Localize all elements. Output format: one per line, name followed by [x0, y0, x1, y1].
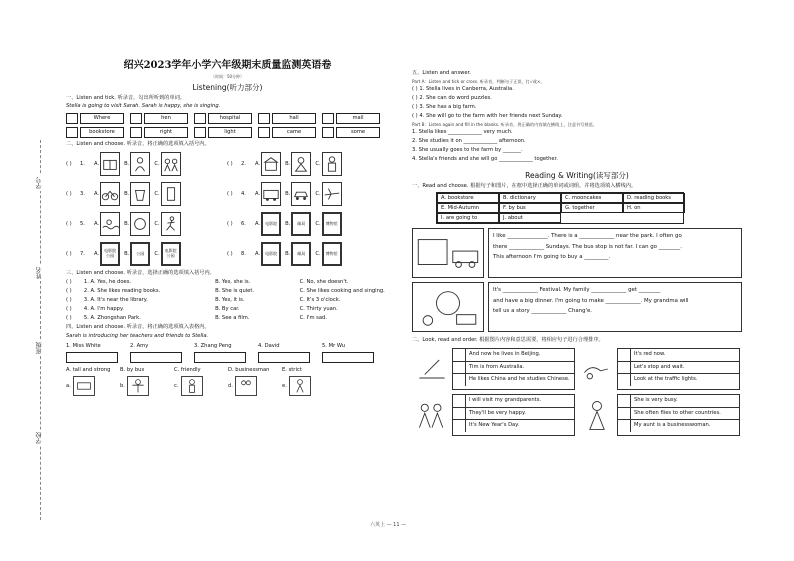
adjective-option: A. tall and strong: [66, 366, 111, 373]
picture-question: [227, 152, 388, 176]
listening-q1: [66, 95, 389, 138]
bank-word: G. together: [561, 203, 623, 213]
page-footer: 六英上 — 11 —: [370, 522, 407, 528]
mid-autumn-image: [412, 282, 484, 332]
option-letter: A.: [94, 220, 100, 227]
order-box[interactable]: [453, 349, 466, 361]
q1-sentence: Stella is going to visit Sarah. Sarah is happy, she is singing.: [66, 103, 221, 110]
listening-q5: [412, 70, 742, 163]
exam-time: （时间：50分钟）: [210, 73, 245, 79]
order-group: [412, 394, 575, 436]
option-c: C. It's 3 o'clock.: [299, 297, 341, 304]
order-box[interactable]: [453, 408, 466, 420]
order-box[interactable]: [618, 374, 631, 386]
passage-2: [412, 282, 742, 332]
rw-q2-instruction: 二、Look, read and order. 根据图片内容和意思需要，将相应句子进行合理排序。: [412, 337, 604, 344]
right-page: [412, 68, 742, 436]
bank-word: A. bookstore: [437, 193, 499, 203]
strong-man-image: [127, 376, 149, 396]
bank-word: C. mooncakes: [561, 193, 623, 203]
fill-item[interactable]: 3. She usually goes to the farm by _______.: [412, 147, 523, 154]
tick-box[interactable]: [194, 127, 206, 138]
person-cell: 2. Amy: [130, 343, 194, 363]
building-image: [261, 152, 281, 176]
picture-row: [66, 209, 389, 238]
school-label: 学校: [36, 432, 43, 444]
question-number: 1.: [80, 160, 85, 167]
tick-box[interactable]: [322, 113, 334, 124]
mc-row: [66, 297, 389, 304]
answer-box[interactable]: [194, 352, 246, 363]
question-number: 2.: [241, 160, 246, 167]
fill-item[interactable]: 1. Stella likes _____________ very much.: [412, 129, 513, 136]
option-letter: A.: [255, 160, 261, 167]
word-row-1: [66, 113, 389, 124]
option-c: C. She likes cooking and singing.: [299, 288, 385, 295]
class-label: 班级: [36, 342, 43, 354]
mc-row: [66, 279, 389, 286]
q2-instruction: 二、Listen and choose. 听录音，将正确的选项填入括号内。: [66, 140, 210, 147]
option-letter: B.: [285, 220, 291, 227]
question-number: 8.: [241, 250, 246, 257]
answer-box[interactable]: [258, 352, 310, 363]
tf-item[interactable]: ( ) 2. She can do word puzzles.: [412, 95, 492, 102]
order-group: [412, 348, 575, 390]
listening-q2: [66, 141, 389, 269]
order-table: It's red now. Let's stop and wait. Look at the traffic lights.: [617, 348, 740, 390]
person-cell: 1. Miss White: [66, 343, 130, 363]
word-option: bookstore: [80, 127, 124, 138]
bank-word: I. are going to: [437, 213, 499, 223]
answer-paren[interactable]: ( ): [66, 315, 72, 322]
runner-image: [161, 212, 181, 236]
word-option: some: [336, 127, 380, 138]
q1-instruction: 一、Listen and tick. 听录音，勾出所听到的单词。: [66, 94, 186, 101]
bike-image: [100, 182, 120, 206]
option-letter: C.: [315, 190, 321, 197]
answer-paren[interactable]: ( ): [66, 220, 72, 227]
answer-paren[interactable]: ( ): [227, 160, 233, 167]
businessman-image: [181, 376, 203, 396]
tick-box[interactable]: [130, 127, 142, 138]
picture-question: [66, 242, 227, 266]
order-box[interactable]: [453, 395, 466, 407]
option-a: 5. A. Zhongshan Park.: [83, 315, 141, 322]
word-row-2: [66, 127, 389, 138]
exam-title: 绍兴2023学年小学六年级期末质量监测英语卷: [123, 60, 332, 71]
word-option: mall: [336, 113, 380, 124]
rw-q2: [412, 337, 742, 436]
order-box[interactable]: [618, 420, 631, 432]
tick-box[interactable]: [130, 113, 142, 124]
word-option: right: [144, 127, 188, 138]
picture-question: [227, 182, 388, 206]
option-letter: B.: [285, 190, 291, 197]
cinema-park-sign: 电影院 公园: [100, 242, 120, 266]
bus-image: [261, 182, 281, 206]
student-id-label: 学号: [36, 177, 43, 189]
picture-question: [227, 242, 388, 266]
tick-box[interactable]: [258, 127, 270, 138]
adjective-option: D. businessman: [228, 366, 270, 373]
traffic-image: [577, 348, 617, 390]
word-option: hall: [272, 113, 316, 124]
order-group: [577, 394, 740, 436]
passage-line[interactable]: there _____________ Sundays. The bus stop is not far. I can go ________.: [493, 243, 682, 250]
fill-item[interactable]: 2. She studies it on _____________ afternoon.: [412, 138, 526, 145]
adjective-row: [66, 367, 389, 374]
picture-row: [66, 179, 389, 208]
answer-box[interactable]: [130, 352, 182, 363]
phone-image: [161, 182, 181, 206]
tick-box[interactable]: [66, 113, 78, 124]
option-a: 1. A. Yes, he does.: [83, 279, 132, 286]
plane-image: [322, 182, 342, 206]
question-number: 4.: [241, 190, 246, 197]
option-letter: C.: [154, 250, 160, 257]
order-box[interactable]: [453, 362, 466, 374]
cinema-sign: 电影院: [261, 212, 281, 236]
bank-word: E. Mid-Autumn: [437, 203, 499, 213]
q3-instruction: 三、Listen and choose. 听录音，选择正确的选项填入括号内。: [66, 270, 215, 277]
man-image: [322, 152, 342, 176]
cinema-sign: 电影院: [261, 242, 281, 266]
question-number: 7.: [80, 250, 85, 257]
picture-question: [66, 152, 227, 176]
option-letter: C.: [315, 250, 321, 257]
order-table: And now he lives in Beijing. Tim is from Australia. He likes China and he studies Chinese.: [452, 348, 575, 390]
bank-word: B. dictionary: [499, 193, 561, 203]
order-box[interactable]: [618, 362, 631, 374]
person-cell: 5. Mr Wu: [322, 343, 386, 363]
people-row: [66, 343, 389, 363]
name-label: 姓名: [36, 267, 43, 279]
picture-options-row: a. b. c. d. e.: [66, 376, 389, 396]
order-table: She is very busy. She often flies to other countries. My aunt is a businesswoman.: [617, 394, 740, 436]
listening-header: Listening(听力部分): [192, 82, 263, 92]
option-letter: C.: [154, 220, 160, 227]
picture-question: [227, 212, 388, 236]
option-c: C. I'm sad.: [299, 315, 327, 322]
taxi-image: [291, 182, 311, 206]
bank-word: J. about: [499, 213, 561, 223]
answer-box[interactable]: [322, 352, 374, 363]
cup-image: [130, 182, 150, 206]
bank-word: D. reading books: [623, 193, 685, 203]
q4-instruction: 四、Listen and choose. 听录音，将正确的选项填入表格内。: [66, 324, 210, 331]
q4-sentence: Sarah is introducing her teachers and friends to Stella.: [66, 332, 209, 339]
museum-sign: 博物馆: [322, 242, 342, 266]
question-number: 5.: [80, 220, 85, 227]
option-letter: B.: [124, 190, 130, 197]
order-box[interactable]: [453, 374, 466, 386]
bus-image: [73, 376, 95, 396]
ball-image: [130, 212, 150, 236]
girl-image: [291, 152, 311, 176]
q5-instruction: 五、Listen and answer.: [412, 70, 471, 76]
post-office-sign: 邮局: [291, 242, 311, 266]
picture-row: [66, 149, 389, 178]
picture-row: [66, 239, 389, 268]
tick-box[interactable]: [194, 113, 206, 124]
cut-line: [40, 140, 41, 520]
museum-sign: 博物馆: [322, 212, 342, 236]
listening-q3: [66, 270, 389, 322]
person-cell: 4. David: [258, 343, 322, 363]
answer-paren[interactable]: ( ): [66, 279, 72, 286]
passage-line[interactable]: and have a big dinner. I'm going to make _____________. My grandma will: [493, 297, 689, 304]
swim-image: [100, 212, 120, 236]
answer-paren[interactable]: ( ): [227, 220, 233, 227]
option-letter: C.: [154, 190, 160, 197]
option-b: B. Yes, it is.: [215, 297, 245, 304]
passage-2-text: [488, 282, 742, 332]
passage-1-text: [488, 228, 742, 278]
option-letter: B.: [285, 250, 291, 257]
passage-line[interactable]: tell us a story _____________ Chang'e.: [493, 307, 593, 314]
rw-q1-instruction: 一、Read and choose. 根据句子和图片，在框中选择正确的单词或词组，并将选项填入横线内。: [412, 182, 637, 189]
option-letter: B.: [285, 160, 291, 167]
picture-question: [66, 182, 227, 206]
word-bank: [436, 192, 684, 224]
word-option: hospital: [208, 113, 252, 124]
picture-question: [66, 212, 227, 236]
post-office-sign: 邮局: [291, 212, 311, 236]
answer-paren[interactable]: ( ): [66, 297, 72, 304]
option-letter: A.: [255, 250, 261, 257]
order-box[interactable]: [453, 420, 466, 432]
passage-1: [412, 228, 742, 278]
left-page: [66, 60, 389, 396]
tf-item[interactable]: ( ) 1. Stella lives in Canberra, Australia.: [412, 86, 514, 93]
answer-paren[interactable]: ( ): [66, 306, 72, 313]
mc-row: [66, 315, 389, 322]
fill-item[interactable]: 4. Stella's friends and she will go _____________ together.: [412, 156, 558, 163]
bank-word: H. on: [623, 203, 685, 213]
binding-margin: [0, 0, 62, 561]
order-group: [577, 348, 740, 390]
option-b: B. By car.: [215, 306, 240, 313]
option-b: B. See a film.: [215, 315, 250, 322]
order-box[interactable]: [618, 395, 631, 407]
tf-item[interactable]: ( ) 3. She has a big farm.: [412, 103, 477, 110]
part-a-note: Part A：Listen and tick or cross. 听录音，判断句子正误，打√或×。: [412, 78, 545, 84]
passage-line[interactable]: This afternoon I'm going to buy a _________.: [493, 253, 611, 260]
option-letter: A.: [94, 160, 100, 167]
option-letter: C.: [315, 160, 321, 167]
tick-box[interactable]: [258, 113, 270, 124]
word-option: light: [208, 127, 252, 138]
option-letter: A.: [94, 250, 100, 257]
passage-line[interactable]: I like _______________. There is a _____________ near the park. I often go: [493, 233, 682, 240]
adjective-option: B. by bus: [120, 366, 145, 373]
order-row-2: [412, 394, 742, 436]
cinema-park-sign: 电影院 公园: [161, 242, 181, 266]
option-letter: B.: [124, 160, 130, 167]
option-letter: A.: [255, 220, 261, 227]
businesswoman-image: [577, 394, 617, 436]
passage-line[interactable]: It's _____________ Festival. My family _____________ get ________: [493, 287, 661, 294]
order-row-1: [412, 348, 742, 390]
tf-item[interactable]: ( ) 4. She will go to the farm with her friends next Sunday.: [412, 112, 563, 119]
question-number: 6.: [241, 220, 246, 227]
friendly-image: [235, 376, 257, 396]
answer-paren[interactable]: ( ): [66, 190, 72, 197]
part-b-note: Part B：Listen again and fill in the blanks. 听录音，将正确的内容填在横线上，注意书写规范。: [412, 121, 597, 127]
mc-row: [66, 288, 389, 295]
answer-box[interactable]: [66, 352, 118, 363]
adjective-option: E. strict: [282, 366, 302, 373]
option-letter: C.: [315, 220, 321, 227]
bank-word: F. by bus: [499, 203, 561, 213]
mc-row: [66, 306, 389, 313]
answer-paren[interactable]: ( ): [227, 250, 233, 257]
word-option: came: [272, 127, 316, 138]
writing-image: [412, 348, 452, 390]
option-letter: B.: [124, 250, 130, 257]
listening-q4: [66, 324, 389, 396]
answer-paren[interactable]: ( ): [66, 288, 72, 295]
question-number: 3.: [80, 190, 85, 197]
option-a: 3. A. It's near the library.: [83, 297, 148, 304]
books-image: [100, 152, 120, 176]
adjective-option: C. friendly: [174, 366, 201, 373]
person-cell: 3. Zhang Peng: [194, 343, 258, 363]
option-b: B. Yes, she is.: [215, 279, 251, 286]
strict-teacher-image: [289, 376, 311, 396]
answer-paren[interactable]: ( ): [227, 190, 233, 197]
answer-paren[interactable]: ( ): [66, 160, 72, 167]
option-c: C. Thirty yuan.: [299, 306, 338, 313]
option-letter: A.: [255, 190, 261, 197]
word-option: Where: [80, 113, 124, 124]
option-letter: A.: [94, 190, 100, 197]
order-table: I will visit my grandparents. They'll be very happy. It's New Year's Day.: [452, 394, 575, 436]
park-sign: 公园: [130, 242, 150, 266]
answer-paren[interactable]: ( ): [66, 250, 72, 257]
option-letter: B.: [124, 220, 130, 227]
kids-image: [161, 152, 181, 176]
rw-q1: [412, 183, 742, 333]
reading-writing-header: Reading & Writing(读写部分): [525, 170, 629, 180]
tick-box[interactable]: [322, 127, 334, 138]
option-letter: C.: [154, 160, 160, 167]
word-option: hen: [144, 113, 188, 124]
option-b: B. She is quiet.: [215, 288, 255, 295]
option-c: C. No, she doesn't.: [299, 279, 349, 286]
bookstore-bus-image: [412, 228, 484, 278]
order-box[interactable]: [618, 408, 631, 420]
family-image: [412, 394, 452, 436]
order-box[interactable]: [618, 349, 631, 361]
option-a: 2. A. She likes reading books.: [83, 288, 161, 295]
tick-box[interactable]: [66, 127, 78, 138]
option-a: 4. A. I'm happy.: [83, 306, 124, 313]
person-image: [130, 152, 150, 176]
